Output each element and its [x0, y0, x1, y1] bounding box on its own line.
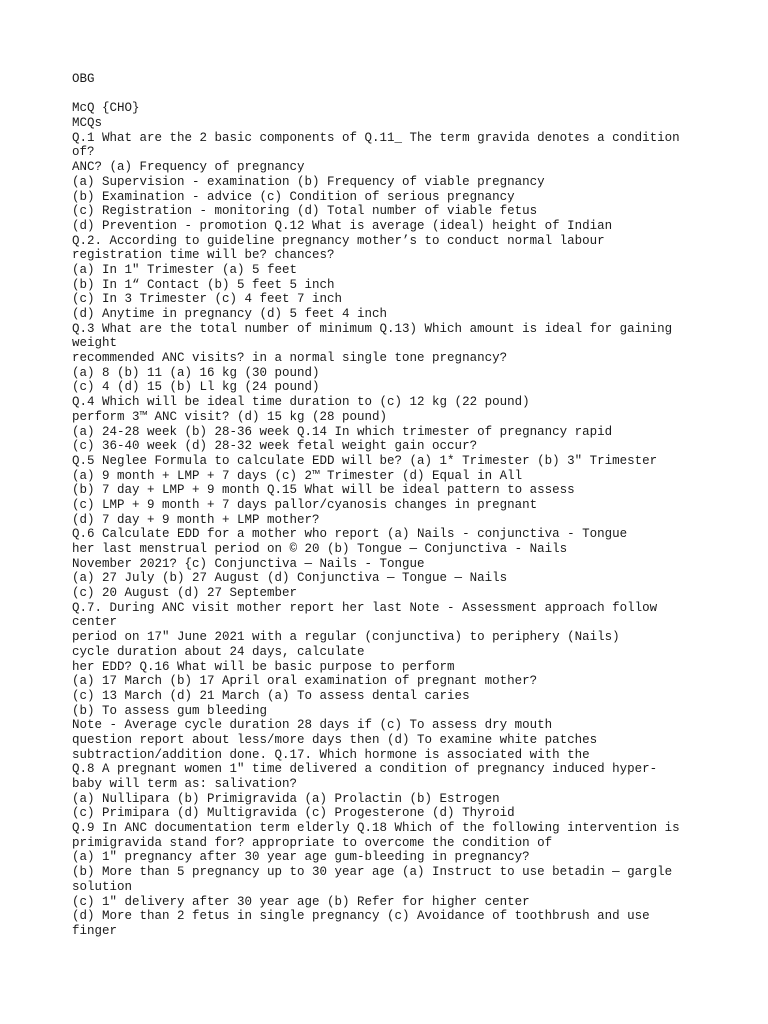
document-line: (a) Supervision - examination (b) Frequency of viable pregnancy	[72, 174, 545, 189]
document-line: (c) 13 March (d) 21 March (a) To assess dental caries	[72, 688, 470, 703]
document-line: her last menstrual period on © 20 (b) Tongue — Conjunctiva - Nails	[72, 542, 568, 556]
document-line: Q.4 Which will be ideal time duration to (c) 12 kg (22 pound)	[72, 395, 530, 410]
document-line: (b) In 1“ Contact (b) 5 feet 5 inch	[72, 277, 335, 292]
document-body	[72, 72, 762, 939]
document-line: (b) Examination - advice (c) Condition of serious pregnancy	[72, 189, 515, 204]
document-line: of?	[72, 145, 95, 160]
document-line: registration time will be? chances?	[72, 248, 335, 263]
document-line: primigravida stand for? appropriate to overcome the condition of	[72, 835, 553, 850]
document-line: November 2021? {c) Conjunctiva — Nails - Tongue	[72, 556, 425, 571]
document-line: subtraction/addition done. Q.17. Which hormone is associated with the	[72, 747, 590, 762]
document-line: Q.1 What are the 2 basic components of Q.11_ The term gravida denotes a condition	[72, 130, 680, 145]
document-line: (d) Prevention - promotion Q.12 What is average (ideal) height of Indian	[72, 218, 613, 233]
document-line: Q.8 A pregnant women 1" time delivered a condition of pregnancy induced hyper-	[72, 762, 658, 777]
document-line: (b) 7 day + LMP + 9 month Q.15 What will be ideal pattern to assess	[72, 483, 575, 498]
document-line: (a) 27 July (b) 27 August (d) Conjunctiva — Tongue — Nails	[72, 571, 508, 586]
document-line: (c) Primipara (d) Multigravida (c) Progesterone (d) Thyroid	[72, 806, 515, 821]
document-line: Q.6 Calculate EDD for a mother who report (a) Nails - conjunctiva - Tongue	[72, 527, 628, 542]
document-line: Q.5 Neglee Formula to calculate EDD will be? (a) 1* Trimester (b) 3" Trimester	[72, 453, 658, 468]
document-line: ANC? (a) Frequency of pregnancy	[72, 160, 305, 175]
document-line: (c) 1" delivery after 30 year age (b) Refer for higher center	[72, 894, 530, 909]
document-line: (a) Nullipara (b) Primigravida (a) Prolactin (b) Estrogen	[72, 791, 500, 806]
document-line: (a) 24-28 week (b) 28-36 week Q.14 In which trimester of pregnancy rapid	[72, 424, 613, 439]
document-line: (d) More than 2 fetus in single pregnancy (c) Avoidance of toothbrush and use	[72, 909, 650, 924]
document-line: (a) 17 March (b) 17 April oral examination of pregnant mother?	[72, 674, 538, 689]
document-line: (b) More than 5 pregnancy up to 30 year age (a) Instruct to use betadin — gargle	[72, 865, 673, 880]
document-line: baby will term as: salivation?	[72, 777, 298, 791]
document-line: her EDD? Q.16 What will be basic purpose to perform	[72, 659, 455, 674]
document-line: (c) Registration - monitoring (d) Total number of viable fetus	[72, 204, 538, 219]
document-line: (b) To assess gum bleeding	[72, 703, 268, 718]
document-line: question report about less/more days then (d) To examine white patches	[72, 732, 598, 747]
document-line: perform 3™ ANC visit? (d) 15 kg (28 pound)	[72, 409, 388, 424]
document-line: (d) Anytime in pregnancy (d) 5 feet 4 inch	[72, 307, 388, 321]
document-line: (a) 1" pregnancy after 30 year age gum-bleeding in pregnancy?	[72, 850, 530, 865]
document-line: Q.9 In ANC documentation term elderly Q.18 Which of the following intervention is	[72, 821, 680, 836]
document-line: period on 17" June 2021 with a regular (conjunctiva) to periphery (Nails)	[72, 630, 620, 645]
document-line: (d) 7 day + 9 month + LMP mother?	[72, 512, 320, 527]
document-line: recommended ANC visits? in a normal single tone pregnancy?	[72, 351, 508, 366]
document-line: center	[72, 615, 118, 630]
document-line: (a) 9 month + LMP + 7 days (c) 2™ Trimester (d) Equal in All	[72, 468, 523, 483]
document-line: (c) In 3 Trimester (c) 4 feet 7 inch	[72, 292, 343, 307]
document-line: (c) 20 August (d) 27 September	[72, 586, 298, 601]
document-line: MCQs	[72, 116, 103, 131]
document-line: OBG	[72, 72, 95, 86]
document-line: Q.7. During ANC visit mother report her last Note - Assessment approach follow	[72, 600, 658, 615]
document-line: Q.2. According to guideline pregnancy mother’s to conduct normal labour	[72, 233, 605, 248]
document-line: (c) LMP + 9 month + 7 days pallor/cyanosis changes in pregnant	[72, 497, 538, 512]
document-line: solution	[72, 879, 133, 894]
document-line: (a) In 1" Trimester (a) 5 feet	[72, 262, 298, 277]
document-line: finger	[72, 923, 118, 938]
document-line: (c) 36-40 week (d) 28-32 week fetal weight gain occur?	[72, 439, 478, 454]
document-line: weight	[72, 336, 118, 351]
document-line: Note - Average cycle duration 28 days if (c) To assess dry mouth	[72, 718, 553, 733]
document-line: (c) 4 (d) 15 (b) Ll kg (24 pound)	[72, 380, 320, 395]
document-line: cycle duration about 24 days, calculate	[72, 644, 365, 659]
document-line: McQ {CHO}	[72, 101, 140, 116]
document-line: (a) 8 (b) 11 (a) 16 kg (30 pound)	[72, 365, 320, 380]
document-line	[72, 87, 762, 102]
document-line: Q.3 What are the total number of minimum Q.13) Which amount is ideal for gaining	[72, 321, 673, 336]
